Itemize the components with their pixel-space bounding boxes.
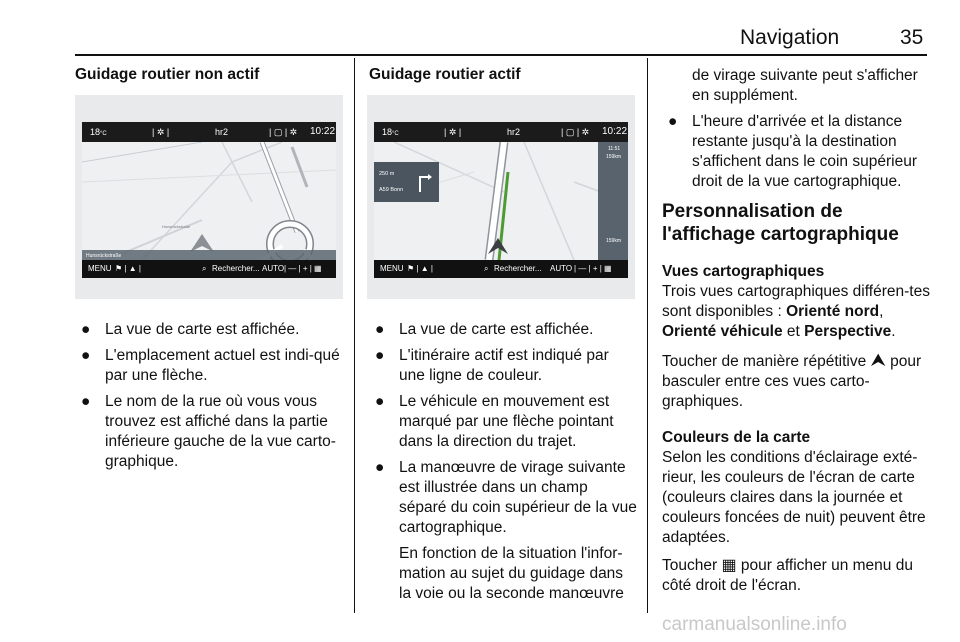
settings-icon: | ▢ | ✲	[269, 127, 298, 137]
list-item: ● Le nom de la rue où vous vous trouvez est affiché dans la partie inférieure gauche de la vue carto-graphique.	[81, 393, 336, 470]
remaining-distance: 159km	[606, 154, 622, 160]
list-item: ● La vue de carte est affichée.	[81, 321, 300, 338]
list-item: ● L'itinéraire actif est indiqué par une ligne de couleur.	[375, 347, 609, 384]
view-toggle-icon: ⮝	[870, 350, 886, 370]
maneuver-road: A59 Bonn	[379, 187, 404, 193]
menu-text: Toucher ▦ pour afficher un menu du côté droit de l'écran.	[662, 557, 913, 594]
list-item: ● La manœuvre de virage suivante est illustrée dans un champ séparé du coin supérieur de la vue cartographique. En fonction de la situation l'infor-mation au sujet du guidage dans la voie ou la seconde manœuvre	[375, 459, 637, 602]
maneuver-distance: 250 m	[379, 171, 395, 177]
map-street-text: Hunsrückstraße	[162, 224, 191, 229]
zoom-icons: | — | + | ▦	[574, 264, 612, 273]
flag-icon: ⚑ | ▲ |	[407, 264, 433, 273]
screen-top-bar: 18°C | ✲ | hr2 | ▢ | ✲ 10:22	[374, 122, 628, 142]
bullet-note: En fonction de la situation l'infor-mation au sujet du guidage dans la voie ou la seconde manœuvre	[399, 545, 624, 602]
bullets-col3	[662, 112, 930, 192]
colors-text: Selon les conditions d'éclairage exté-rieur, les couleurs de l'écran de carte (couleurs claires dans la journée et couleurs foncées de nuit) peuvent être adaptées.	[662, 449, 926, 546]
column-divider-1	[354, 58, 355, 613]
column-divider-2	[647, 58, 648, 613]
flag-icon: ⚑ | ▲ |	[115, 264, 141, 273]
watermark: carmanualsonline.info	[662, 614, 847, 635]
header-rule	[75, 54, 927, 56]
colors-title: Couleurs de la carte	[662, 429, 811, 446]
screenshot-non-active	[75, 95, 343, 299]
section-title: Personnalisation de l'affichage cartographique	[662, 201, 899, 245]
continued-text: de virage suivante peut s'afficher en supplément.	[692, 67, 918, 104]
search-icon: ⌕	[202, 264, 207, 273]
list-item: ● L'emplacement actuel est indi-qué par une flèche.	[81, 347, 340, 384]
views-title: Vues cartographiques	[662, 263, 825, 280]
bullets-non-active	[75, 320, 345, 478]
page-header-title: Navigation	[740, 26, 840, 49]
phone-icon: | ✲ |	[152, 127, 170, 137]
current-street-label: Hunsrückstraße	[86, 253, 122, 259]
map-view	[82, 142, 336, 260]
heading-active: Guidage routier actif	[369, 66, 521, 83]
heading-non-active: Guidage routier non actif	[75, 66, 260, 83]
screen-top-bar: 18°C | ✲ | hr2 | ▢ | ✲ 10:22	[82, 122, 336, 142]
list-item: ● L'heure d'arrivée et la distance restante jusqu'à la destination s'affichent dans le coin supérieur droit de la vue cartographique.	[668, 113, 917, 190]
page-number: 35	[900, 26, 924, 49]
screen-bottom-bar: MENU ⚑ | ▲ | ⌕ Rechercher... AUTO | — | + | ▦	[374, 260, 628, 278]
list-item: ● Le véhicule en mouvement est marqué par une flèche pointant dans la direction du trajet.	[375, 393, 614, 450]
remaining-distance-bottom: 159km	[606, 238, 622, 244]
arrival-time: 11:51	[608, 146, 621, 152]
list-item: ● La vue de carte est affichée.	[375, 321, 594, 338]
column-3	[662, 66, 930, 596]
screen-bottom-bar: MENU ⚑ | ▲ | ⌕ Rechercher... AUTO | — | + | ▦	[82, 260, 336, 278]
zoom-icons: | — | + | ▦	[284, 264, 322, 273]
search-icon: ⌕	[484, 264, 489, 273]
settings-icon: | ▢ | ✲	[561, 127, 590, 137]
bullets-active	[369, 320, 637, 610]
screenshot-active	[367, 95, 635, 299]
toggle-text: Toucher de manière répétitive ⮝ pour basculer entre ces vues carto-graphiques.	[662, 350, 922, 410]
views-text: Trois vues cartographiques différen-tes sont disponibles : Orienté nord, Orienté véhicule et Perspective.	[662, 283, 930, 340]
map-menu-icon: ▦	[721, 557, 737, 574]
map-view	[374, 142, 628, 260]
phone-icon: | ✲ |	[444, 127, 462, 137]
